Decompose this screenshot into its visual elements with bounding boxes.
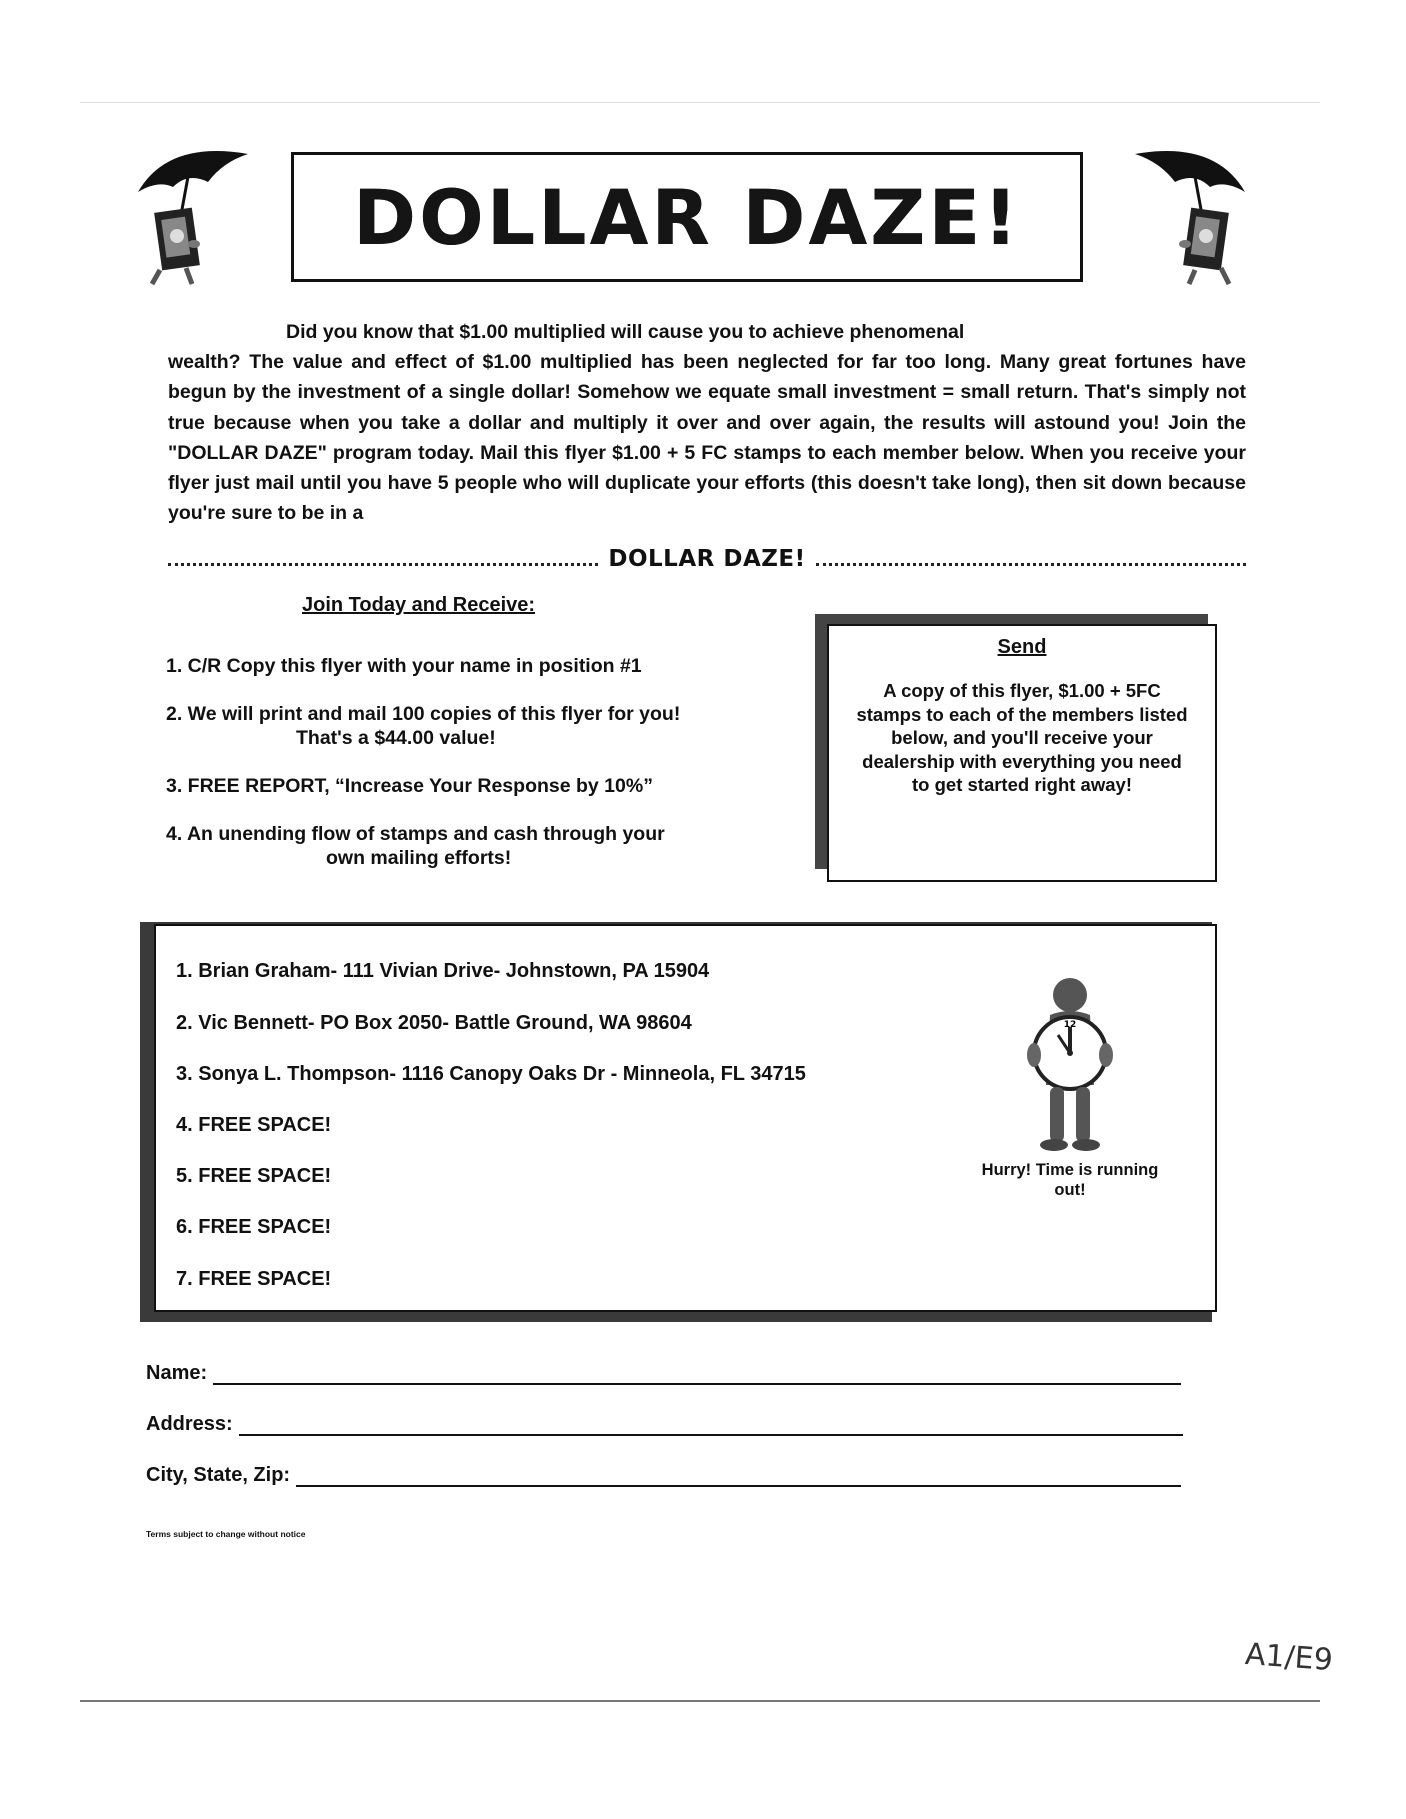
divider-dots-left: [168, 553, 598, 566]
name-label: Name:: [146, 1362, 208, 1384]
hurry-caption: Hurry! Time is running out!: [981, 1161, 1159, 1199]
benefit-item: [166, 654, 642, 678]
address-field[interactable]: [239, 1433, 1183, 1436]
name-row: [146, 1362, 1181, 1385]
page-title: DOLLAR DAZE!: [353, 172, 1021, 262]
clock-man-icon: [1010, 975, 1130, 1160]
city-state-zip-row: [146, 1464, 1181, 1487]
benefit-line: 3. FREE REPORT, “Increase Your Response by 10%”: [166, 775, 653, 797]
title-banner: [291, 152, 1083, 282]
address-row: [146, 1413, 1183, 1436]
intro-paragraph: [168, 317, 1246, 528]
city-state-zip-label: City, State, Zip:: [146, 1464, 291, 1486]
join-heading: Join Today and Receive:: [302, 594, 536, 616]
member-entry: 5. FREE SPACE!: [176, 1165, 332, 1187]
benefit-subline: own mailing efforts!: [326, 847, 512, 869]
send-box: [827, 624, 1217, 882]
page-bottom-rule: [80, 1700, 1320, 1702]
name-field[interactable]: [213, 1382, 1181, 1385]
benefit-item: [166, 822, 665, 870]
divider-label: DOLLAR DAZE!: [608, 546, 806, 572]
svg-text:12: 12: [1063, 1020, 1077, 1030]
benefit-item: [166, 774, 653, 798]
handwritten-mark: A1/E9: [1243, 1636, 1334, 1679]
section-divider: [168, 546, 1246, 572]
benefit-subline: That's a $44.00 value!: [296, 727, 496, 749]
send-text: A copy of this flyer, $1.00 + 5FC stamps to each of the members listed below, and you'll receive your dealership with everything you need to get started right away!: [856, 680, 1188, 795]
address-label: Address:: [146, 1413, 233, 1435]
member-entry: 1. Brian Graham- 111 Vivian Drive- Johnstown, PA 15904: [176, 960, 710, 982]
intro-first-line: Did you know that $1.00 multiplied will cause you to achieve phenomenal: [286, 321, 965, 343]
member-entry: 6. FREE SPACE!: [176, 1216, 332, 1238]
member-entry: 7. FREE SPACE!: [176, 1268, 332, 1290]
page-top-rule: [80, 102, 1320, 103]
benefit-item: [166, 702, 680, 750]
city-state-zip-field[interactable]: [296, 1484, 1181, 1487]
terms-notice: Terms subject to change without notice: [146, 1529, 306, 1539]
intro-body: wealth? The value and effect of $1.00 multiplied has been neglected for far too long. Many great fortunes have begun by the investment of a single dollar! Somehow we equate small investment = small return. That's simply not true because when you take a dollar and multiply it over and over again, the results will astound you! Join the "DOLLAR DAZE" program today. Mail this flyer $1.00 + 5 FC stamps to each member below. When you receive your flyer just mail until you have 5 people who will duplicate your efforts (this doesn't take long), then sit down because you're sure to be in a: [168, 351, 1246, 525]
umbrella-money-icon: [1125, 132, 1255, 292]
send-title: Send: [997, 636, 1047, 658]
benefit-line: 1. C/R Copy this flyer with your name in position #1: [166, 655, 642, 677]
benefit-line: 4. An unending flow of stamps and cash through your: [166, 823, 665, 845]
divider-dots-right: [816, 553, 1246, 566]
umbrella-money-icon: [128, 132, 258, 292]
benefit-line: 2. We will print and mail 100 copies of this flyer for you!: [166, 703, 681, 725]
member-entry: 2. Vic Bennett- PO Box 2050- Battle Ground, WA 98604: [176, 1012, 692, 1034]
member-entry: 4. FREE SPACE!: [176, 1114, 332, 1136]
member-entry: 3. Sonya L. Thompson- 1116 Canopy Oaks Dr - Minneola, FL 34715: [176, 1063, 806, 1085]
